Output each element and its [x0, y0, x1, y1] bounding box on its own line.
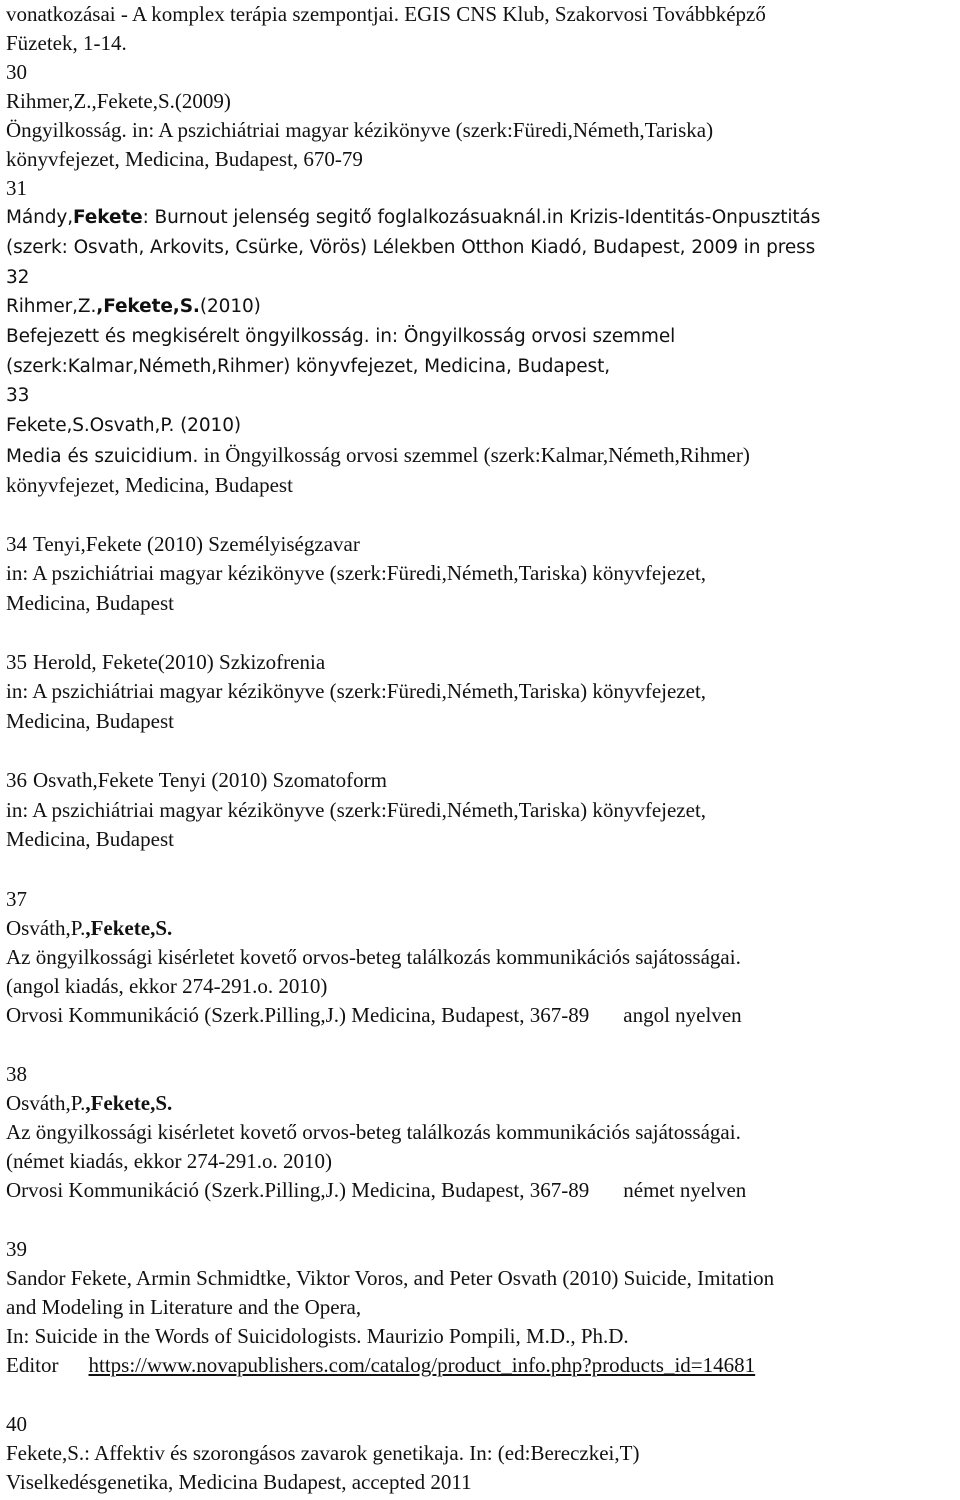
- text: Mándy,: [6, 207, 73, 228]
- text: Befejezett és megkisérelt öngyilkosság. in: Öngyilkosság orvosi szemmel: [6, 326, 676, 347]
- reference-number: [6, 1410, 27, 1439]
- reference-number: [6, 1235, 27, 1264]
- text: 39: [6, 1237, 27, 1261]
- reference-number: [6, 174, 27, 203]
- bold-text: ,Fekete,S.: [96, 296, 200, 317]
- text: Az öngyilkossági kisérletet kovető orvos-beteg találkozás kommunikációs sajátosságai.: [6, 945, 741, 969]
- publisher-link[interactable]: https://www.novapublishers.com/catalog/product_info.php?products_id=14681: [88, 1353, 756, 1377]
- text-line: [6, 1147, 332, 1176]
- text: (angol kiadás, ekkor 274-291.o. 2010): [6, 974, 328, 998]
- text: könyvfejezet, Medicina, Budapest: [6, 473, 293, 497]
- text-line: [6, 412, 241, 441]
- text-line: [6, 648, 325, 677]
- text-line: [6, 1176, 746, 1205]
- text-line: [6, 943, 741, 972]
- text: 40: [6, 1412, 27, 1436]
- bold-text: ,Fekete,S.: [85, 1091, 173, 1115]
- text: in: A pszichiátriai magyar kézikönyve (szerk:Füredi,Németh,Tariska) könyvfejezet,: [6, 798, 707, 822]
- text: (szerk: Osvath, Arkovits, Csürke, Vörös) Lélekben Otthon Kiadó, Budapest, 2009 in press: [6, 237, 816, 258]
- text-line: [6, 972, 327, 1001]
- text: Fekete,S.Osvath,P. (2010): [6, 415, 241, 436]
- text-line: [6, 0, 766, 29]
- text: Media és szuicidium.: [6, 446, 199, 467]
- text: Editor: [6, 1353, 59, 1377]
- text-line: [6, 914, 172, 943]
- text: Fekete,S.: Affektiv és szorongásos zavarok genetikaja. In: (ed:Bereczkei,T): [6, 1441, 640, 1465]
- text-line: [6, 116, 713, 145]
- text: angol nyelven: [623, 1003, 742, 1027]
- text: könyvfejezet, Medicina, Budapest, 670-79: [6, 147, 363, 171]
- text: 33: [6, 385, 30, 406]
- text: in: A pszichiátriai magyar kézikönyve (szerk:Füredi,Németh,Tariska) könyvfejezet,: [6, 561, 707, 585]
- text: Öngyilkosság. in: A pszichiátriai magyar kézikönyve (szerk:Füredi,Németh,Tariska): [6, 118, 714, 142]
- text-line: [6, 293, 261, 322]
- text-line: [6, 530, 360, 559]
- text: (2009): [174, 89, 231, 113]
- text: Rihmer,Z.,Fekete,S.: [6, 89, 175, 113]
- text: vonatkozásai - A komplex terápia szempontjai. EGIS CNS Klub, Szakorvosi Továbbképző: [6, 2, 766, 26]
- text-line: [6, 1264, 774, 1293]
- text-line: [6, 1439, 639, 1468]
- text-line: [6, 145, 363, 174]
- text-line: [6, 29, 127, 58]
- text: 37: [6, 887, 27, 911]
- text-line: [6, 87, 231, 116]
- text-line: [6, 1118, 741, 1147]
- text-line: [6, 1293, 361, 1322]
- text-line: [6, 204, 820, 233]
- text: in: A pszichiátriai magyar kézikönyve (szerk:Füredi,Németh,Tariska) könyvfejezet,: [6, 679, 707, 703]
- text: and Modeling in Literature and the Opera,: [6, 1295, 362, 1319]
- text: 38: [6, 1062, 27, 1086]
- reference-number: [6, 58, 27, 87]
- text-line: [6, 589, 174, 618]
- text: 30: [6, 60, 27, 84]
- text-line: [6, 323, 675, 352]
- text: Medicina, Budapest: [6, 827, 174, 851]
- text: Osváth,P.: [6, 916, 86, 940]
- text: Az öngyilkossági kisérletet kovető orvos-beteg találkozás kommunikációs sajátosságai.: [6, 1120, 741, 1144]
- reference-number: [6, 264, 29, 293]
- text: Orvosi Kommunikáció (Szerk.Pilling,J.) Medicina, Budapest, 367-89: [6, 1003, 590, 1027]
- text-line: [6, 471, 293, 500]
- reference-number: 35: [6, 650, 27, 674]
- bold-text: ,Fekete,S.: [85, 916, 173, 940]
- text: 32: [6, 267, 30, 288]
- text: (német kiadás, ekkor 274-291.o. 2010): [6, 1149, 333, 1173]
- text: (szerk:Kalmar,Németh,Rihmer) könyvfejezet, Medicina, Budapest,: [6, 356, 611, 377]
- text: Füzetek, 1-14.: [6, 31, 127, 55]
- text-line: [6, 1351, 755, 1380]
- text-line: [6, 559, 706, 588]
- text: Osvath,Fekete Tenyi (2010) Szomatoform: [33, 768, 387, 792]
- text-line: [6, 1001, 742, 1030]
- text-line: [6, 234, 815, 263]
- text-line: [6, 1322, 629, 1351]
- text: Orvosi Kommunikáció (Szerk.Pilling,J.) Medicina, Budapest, 367-89: [6, 1178, 590, 1202]
- reference-number: [6, 885, 27, 914]
- text: (2010): [199, 296, 261, 317]
- text: in Öngyilkosság orvosi szemmel (szerk:Kalmar,Németh,Rihmer): [198, 443, 750, 467]
- text: Sandor Fekete, Armin Schmidtke, Viktor Voros, and Peter Osvath (2010) Suicide, Imitation: [6, 1266, 775, 1290]
- text-line: [6, 796, 706, 825]
- bold-text: Fekete: [73, 207, 143, 228]
- text: Medicina, Budapest: [6, 591, 174, 615]
- text-line: [6, 825, 174, 854]
- text-line: [6, 707, 174, 736]
- text-line: [6, 441, 750, 470]
- text-line: [6, 677, 706, 706]
- text-line: [6, 766, 387, 795]
- text: Tenyi,Fekete (2010) Személyiségzavar: [33, 532, 360, 556]
- text-line: [6, 1089, 172, 1118]
- text: : Burnout jelenség segitő foglalkozásuaknál.in Krizis-Identitás-Onpusztitás: [142, 207, 821, 228]
- text: Herold, Fekete(2010) Szkizofrenia: [33, 650, 326, 674]
- text: In: Suicide in the Words of Suicidologists. Maurizio Pompili, M.D., Ph.D.: [6, 1324, 629, 1348]
- text: német nyelven: [623, 1178, 747, 1202]
- reference-number: 36: [6, 768, 27, 792]
- reference-number: [6, 382, 29, 411]
- text: Medicina, Budapest: [6, 709, 174, 733]
- text-line: [6, 1468, 472, 1497]
- text: 31: [6, 176, 27, 200]
- text: Viselkedésgenetika, Medicina Budapest, accepted 2011: [6, 1470, 472, 1494]
- text-line: [6, 353, 610, 382]
- reference-number: [6, 1060, 27, 1089]
- text: Rihmer,Z.: [6, 296, 97, 317]
- reference-number: 34: [6, 532, 27, 556]
- text: Osváth,P.: [6, 1091, 86, 1115]
